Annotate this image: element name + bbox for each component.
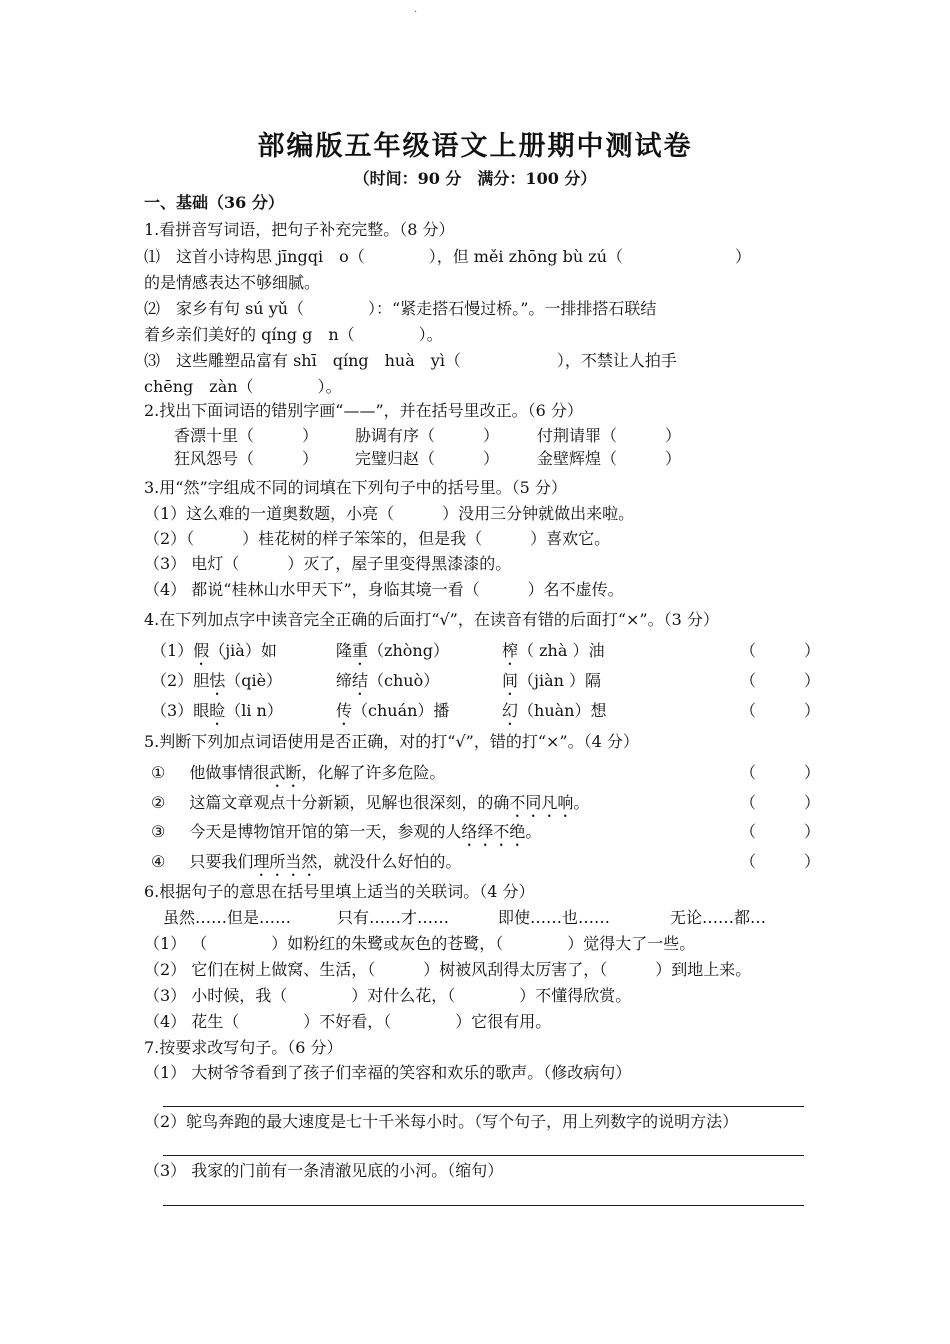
q5-text: ，化解了许多危险。 (301, 763, 446, 782)
q6-line: （4） 花生（ ）不好看，（ ）它很有用。 (144, 1012, 552, 1031)
q4-reading: （ zhà ）油 (518, 641, 605, 660)
q4-reading: （qiè） (225, 671, 283, 690)
q4-dotted-char: 假 (193, 641, 210, 660)
q7-line: （3） 我家的门前有一条清澈见底的小河。（缩句） (144, 1161, 504, 1180)
q2-item: 完璧归赵（ ） (355, 449, 500, 468)
q4-row-1-item-b (336, 640, 449, 669)
q6-heading: 6.根据句子的意思在括号里填上适当的关联词。（4 分） (144, 882, 535, 901)
q6-line: （3） 小时候，我（ ）对什么花，（ ）不懂得欣赏。 (144, 986, 632, 1005)
q2-item: 香漂十里（ ） (174, 426, 319, 445)
q6-option: 无论……都… (670, 908, 767, 927)
section-basics-heading: 一、基础（36 分） (144, 193, 284, 212)
q2-heading: 2.找出下面词语的错别字画“——”，并在括号里改正。（6 分） (144, 401, 583, 420)
q5-text: 。 (573, 793, 590, 812)
q6-line: （1） （ ）如粉红的朱鹭或灰色的苍鹭，（ ）觉得大了一些。 (144, 934, 696, 953)
exam-title: 部编版五年级语文上册期中测试卷 (257, 131, 693, 162)
q5-num: ④ (151, 852, 166, 871)
q5-item (151, 821, 541, 850)
q1-line: ⑴ 这首小诗构思 jīngqi o（ ），但 měi zhōng bù zú（ ） (144, 247, 752, 266)
q4-reading: （chuò） (368, 671, 440, 690)
q4-reading: （li n） (225, 701, 283, 720)
q4-dotted-char: 睑 (209, 701, 226, 720)
q6-option: 虽然……但是…… (163, 908, 292, 927)
q4-dotted-char: 间 (502, 671, 519, 690)
q4-heading: 4.在下列加点字中读音完全正确的后面打“√”，在读音有错的后面打“×”。（3 分） (144, 610, 719, 629)
q4-answer-blank: （ ） (740, 701, 821, 720)
q4-row-1-item-a (151, 640, 277, 669)
q5-num: ① (151, 763, 166, 782)
q2-item: 胁调有序（ ） (355, 426, 500, 445)
q7-heading: 7.按要求改写句子。（6 分） (144, 1038, 343, 1057)
q4-char: 隆 (336, 641, 353, 660)
q4-answer-blank: （ ） (740, 671, 821, 690)
q5-answer-blank: （ ） (740, 763, 821, 782)
q4-reading: （chuán）播 (352, 701, 450, 720)
q7-line: （1） 大树爷爷看到了孩子们幸福的笑容和欢乐的歌声。（修改病句） (144, 1063, 632, 1082)
q4-dotted-char: 榨 (502, 641, 519, 660)
exam-subtitle: （时间：90 分 满分：100 分） (353, 169, 597, 188)
q3-line: （2）（ ）桂花树的样子笨笨的，但是我（ ）喜欢它。 (144, 529, 611, 548)
q1-line: ⑶ 这些雕塑品富有 shī qíng huà yì（ ），不禁让人拍手 (144, 351, 677, 370)
q5-item (151, 792, 589, 821)
q4-num: （1） (151, 641, 194, 660)
q4-num: （2） (151, 671, 194, 690)
q3-line: （1）这么难的一道奥数题，小亮（ ）没用三分钟就做出来啦。 (144, 504, 635, 523)
q5-text: 这篇文章观点十分新颖，见解也很深刻，的确 (189, 793, 510, 812)
q5-answer-blank: （ ） (740, 852, 821, 871)
q1-heading: 1.看拼音写词语，把句子补充完整。（8 分） (144, 220, 455, 239)
q5-num: ③ (151, 822, 166, 841)
q2-item: 狂风怨号（ ） (174, 449, 319, 468)
q4-reading: （huàn）想 (518, 701, 607, 720)
q4-dotted-char: 怯 (209, 671, 226, 690)
answer-line (163, 1106, 804, 1107)
q4-row-3-item-a (151, 700, 283, 729)
q5-item (151, 851, 461, 880)
q1-line: ⑵ 家乡有句 sú yǔ（ ）：“紧走搭石慢过桥。”。一排排搭石联结 (144, 299, 657, 318)
q6-option: 只有……才…… (337, 908, 450, 927)
q5-item (151, 762, 445, 791)
q4-answer-blank: （ ） (740, 641, 821, 660)
q6-option: 即使……也…… (498, 908, 611, 927)
q4-dotted-char: 传 (336, 701, 353, 720)
answer-line (163, 1155, 804, 1156)
q3-heading: 3.用“然”字组成不同的词填在下列句子中的括号里。（5 分） (144, 478, 567, 497)
q5-dotted-word: 不同凡响 (509, 793, 574, 812)
q5-num: ② (151, 793, 166, 812)
q5-dotted-word: 武断 (269, 763, 302, 782)
q5-heading: 5.判断下列加点词语使用是否正确，对的打“√”，错的打“×”。（4 分） (144, 732, 639, 751)
q4-char: 眼 (193, 701, 210, 720)
q5-answer-blank: （ ） (740, 793, 821, 812)
answer-line (163, 1205, 804, 1206)
q5-text: 今天是博物馆开馆的第一天，参观的人 (189, 822, 462, 841)
q2-item: 付荆请罪（ ） (537, 426, 682, 445)
q1-line: 着乡亲们美好的 qíng g n（ ）。 (144, 325, 443, 344)
q4-row-1-item-c (502, 640, 604, 669)
q2-item: 金壁辉煌（ ） (537, 449, 682, 468)
q5-text: 他做事情很 (189, 763, 270, 782)
q5-text: 。 (525, 822, 542, 841)
q1-line: chēng zàn（ ）。 (144, 377, 342, 396)
q4-reading: （jià）如 (209, 641, 277, 660)
q4-dotted-char: 幻 (502, 701, 519, 720)
q5-answer-blank: （ ） (740, 822, 821, 841)
q4-char: 胆 (193, 671, 210, 690)
header-dot: . (414, 4, 418, 15)
q4-char: 缔 (336, 671, 353, 690)
q6-line: （2） 它们在树上做窝、生活，（ ）树被风刮得太厉害了，（ ）到地上来。 (144, 960, 752, 979)
q4-row-2-item-c (502, 670, 601, 699)
q5-text: ，就没什么好怕的。 (317, 852, 462, 871)
q5-dotted-word: 理所当然 (253, 852, 318, 871)
q3-line: （4） 都说“桂林山水甲天下”，身临其境一看（ ）名不虚传。 (144, 580, 624, 599)
q4-row-3-item-b (336, 700, 449, 729)
q4-row-2-item-b (336, 670, 439, 699)
q1-line: 的是情感表达不够细腻。 (144, 273, 321, 292)
q4-reading: （zhòng） (368, 641, 449, 660)
q4-row-3-item-c (502, 700, 606, 729)
q4-row-2-item-a (151, 670, 282, 699)
q4-num: （3） (151, 701, 194, 720)
q7-line: （2）鸵鸟奔跑的最大速度是七十千米每小时。（写个句子，用上列数字的说明方法） (144, 1112, 739, 1131)
q5-dotted-word: 络绎不绝 (461, 822, 526, 841)
q4-dotted-char: 结 (352, 671, 369, 690)
q4-reading: （jiàn ）隔 (518, 671, 602, 690)
q3-line: （3） 电灯（ ）灭了，屋子里变得黑漆漆的。 (144, 554, 512, 573)
q4-dotted-char: 重 (352, 641, 369, 660)
q5-text: 只要我们 (189, 852, 254, 871)
